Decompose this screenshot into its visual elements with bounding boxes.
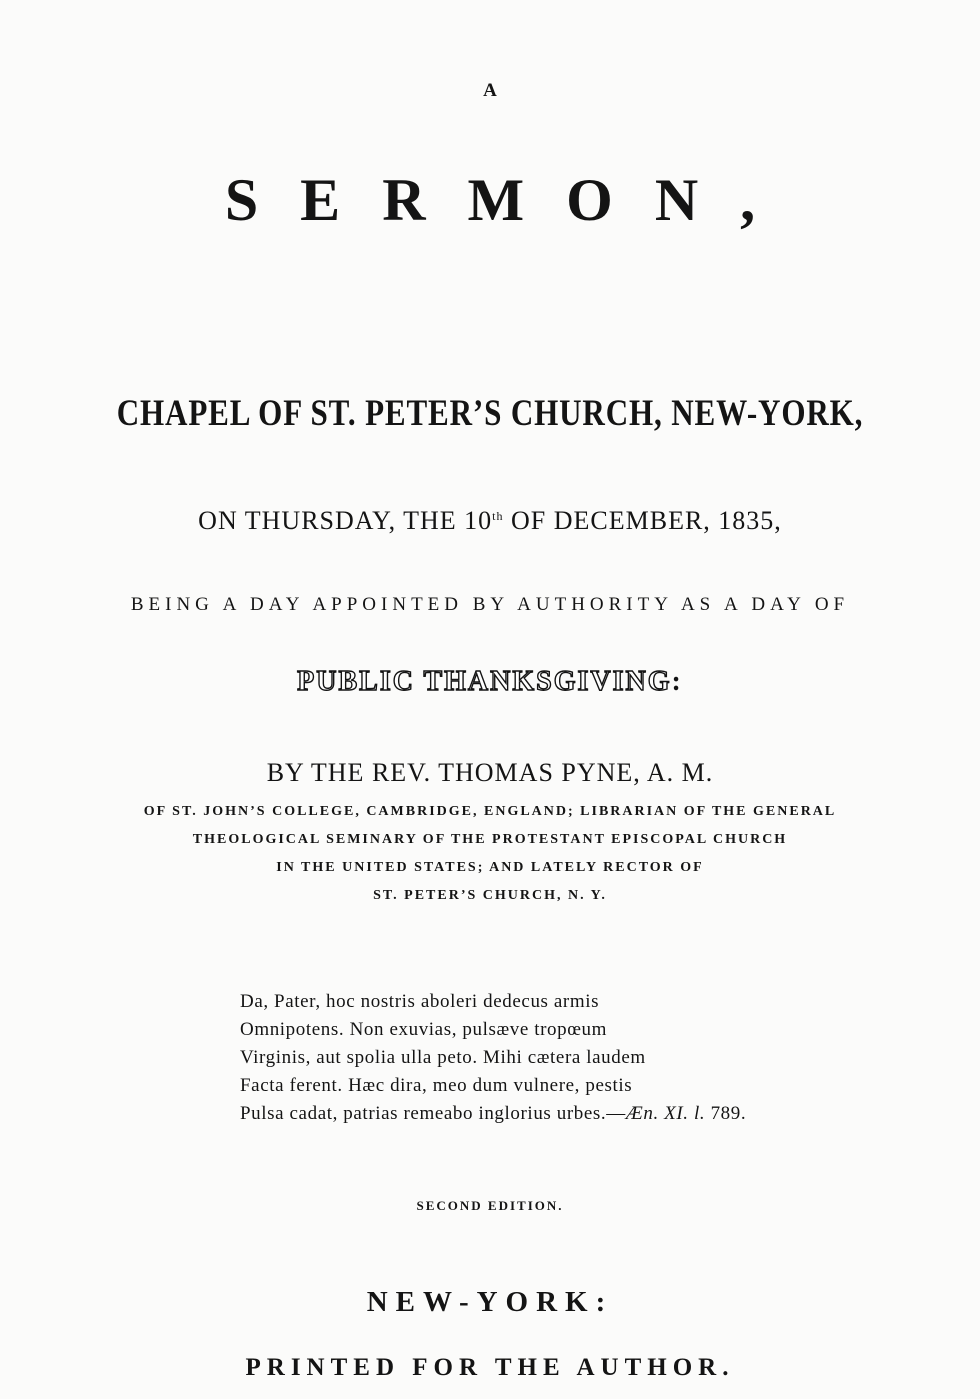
epigraph (240, 988, 746, 1128)
edition-note: SECOND EDITION. (416, 1198, 564, 1213)
epigraph-line-2: Omnipotens. Non exuvias, pulsæve tropœum (240, 1019, 608, 1040)
epigraph-line-1: Da, Pater, hoc nostris aboleri dedecus armis (240, 991, 600, 1012)
date-prefix: ON THURSDAY, THE 10 (198, 506, 493, 535)
thanksgiving-text: PUBLIC THANKSGIVING (297, 666, 672, 697)
occasion-line: BEING A DAY APPOINTED BY AUTHORITY AS A DAY OF (130, 594, 850, 615)
epigraph-line-4: Facta ferent. Hæc dira, meo dum vulnere, pestis (240, 1075, 633, 1096)
thanksgiving-line (0, 666, 980, 698)
imprint-city: NEW-YORK: (366, 1286, 614, 1318)
place-heading: CHAPEL OF ST. PETER’S CHURCH, NEW-YORK, (116, 393, 864, 434)
thanksgiving-colon: : (671, 666, 683, 697)
affiliation-line-4: ST. PETER’S CHURCH, N. Y. (373, 888, 607, 903)
epigraph-citation: Æn. XI. l. (625, 1103, 706, 1124)
affiliation-line-3: IN THE UNITED STATES; AND LATELY RECTOR OF (276, 860, 704, 875)
affiliation-line-1: OF ST. JOHN’S COLLEGE, CAMBRIDGE, ENGLAND; LIBRARIAN OF THE GENERAL (143, 804, 837, 819)
affiliation-line-2: THEOLOGICAL SEMINARY OF THE PROTESTANT EPISCOPAL CHURCH (192, 832, 788, 847)
sermon-title: SERMON, (224, 167, 798, 233)
date-suffix: OF DECEMBER, 1835, (503, 506, 782, 535)
epigraph-line-5 (240, 1100, 746, 1128)
date-line (0, 506, 980, 536)
epigraph-line-3: Virginis, aut spolia ulla peto. Mihi cætera laudem (240, 1047, 646, 1068)
date-ordinal: th (492, 509, 504, 523)
author-line: BY THE REV. THOMAS PYNE, A. M. (266, 758, 714, 787)
epigraph-citation-line: 789. (705, 1103, 747, 1124)
epigraph-line-5-text: Pulsa cadat, patrias remeabo inglorius urbes.— (240, 1103, 626, 1124)
imprint-printer: PRINTED FOR THE AUTHOR. (245, 1354, 735, 1381)
article-a: A (483, 80, 497, 101)
